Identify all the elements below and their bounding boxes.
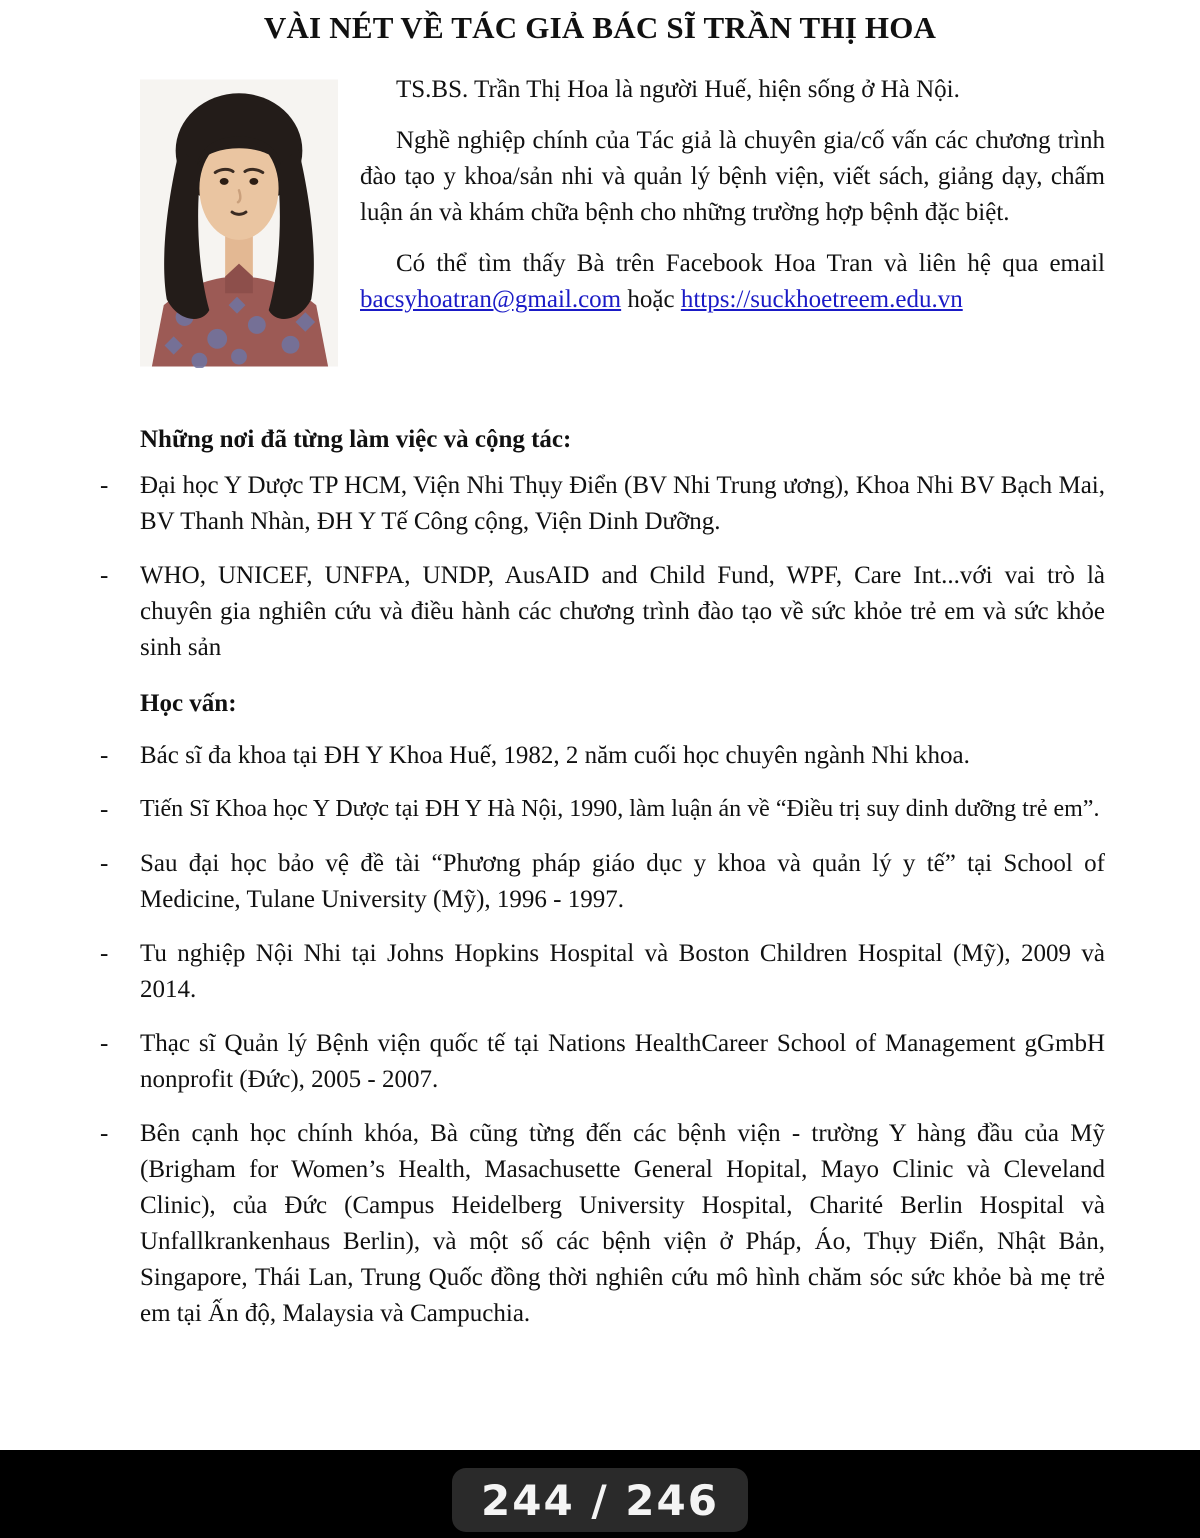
workplace-item-2: WHO, UNICEF, UNFPA, UNDP, AusAID and Child Fund, WPF, Care Int...với vai trò là chuyên gia nghiên cứu và điều hành các chương trình đào tạo về sức khỏe trẻ em và sức khỏe sinh sản <box>140 562 1105 661</box>
education-item-1: Bác sĩ đa khoa tại ĐH Y Khoa Huế, 1982, 2 năm cuối học chuyên ngành Nhi khoa. <box>140 742 970 769</box>
intro-paragraph-1: TS.BS. Trần Thị Hoa là người Huế, hiện sống ở Hà Nội. <box>396 76 960 103</box>
list-item <box>100 1026 1105 1098</box>
bullet-dash: - <box>100 940 109 967</box>
bullet-dash: - <box>100 1120 109 1147</box>
contact-text: Có thể tìm thấy Bà trên Facebook Hoa Tran và liên hệ qua email <box>396 250 1105 277</box>
education-item-6: Bên cạnh học chính khóa, Bà cũng từng đến các bệnh viện - trường Y hàng đầu của Mỹ (Brigham for Women’s Health, Masachusette General Hopital, Mayo Clinic và Cleveland Clinic), của Đức (Campus Heidelberg University Hospital, Charité Berlin Hospital và Unfallkrankenhaus Berlin), và một số các bệnh viện ở Pháp, Áo, Thụy Điển, Nhật Bản, Singapore, Thái Lan, Trung Quốc đồng thời nghiên cứu mô hình chăm sóc sức khỏe bà mẹ trẻ em tại Ấn độ, Malaysia và Campuchia. <box>140 1120 1105 1327</box>
viewer-bottom-bar <box>0 1450 1200 1538</box>
list-item <box>100 792 1105 828</box>
bullet-dash: - <box>100 850 109 877</box>
education-item-3: Sau đại học bảo vệ đề tài “Phương pháp giáo dục y khoa và quản lý y tế” tại School of Medicine, Tulane University (Mỹ), 1996 - 1997. <box>140 850 1105 913</box>
workplace-item-1: Đại học Y Dược TP HCM, Viện Nhi Thụy Điển (BV Nhi Trung ương), Khoa Nhi BV Bạch Mai, BV Thanh Nhàn, ĐH Y Tế Công cộng, Viện Dinh Dưỡng. <box>140 472 1105 535</box>
author-photo <box>140 78 338 368</box>
list-item <box>100 936 1105 1008</box>
education-item-2: Tiến Sĩ Khoa học Y Dược tại ĐH Y Hà Nội, 1990, làm luận án về “Điều trị suy dinh dưỡng trẻ em”. <box>140 796 1100 822</box>
author-portrait-illustration <box>140 78 338 368</box>
page-indicator: 244 / 246 <box>452 1468 748 1532</box>
education-item-5: Thạc sĩ Quản lý Bệnh viện quốc tế tại Nations HealthCareer School of Management gGmbH nonprofit (Đức), 2005 - 2007. <box>140 1030 1105 1093</box>
education-list <box>100 738 1105 1332</box>
list-item <box>100 1116 1105 1332</box>
workplaces-list <box>100 468 1105 666</box>
bullet-dash: - <box>100 472 109 499</box>
contact-text-middle: hoặc <box>627 286 675 313</box>
bullet-dash: - <box>100 1030 109 1057</box>
section-heading-workplaces: Những nơi đã từng làm việc và cộng tác: <box>140 426 572 453</box>
website-link[interactable]: https://suckhoetreem.edu.vn <box>680 286 963 313</box>
education-item-4: Tu nghiệp Nội Nhi tại Johns Hopkins Hospital và Boston Children Hospital (Mỹ), 2009 và 2014. <box>140 940 1105 1003</box>
bullet-dash: - <box>100 796 109 823</box>
bullet-dash: - <box>100 742 109 769</box>
list-item <box>100 558 1105 666</box>
section-heading-education: Học vấn: <box>140 690 237 717</box>
list-item <box>100 738 1105 774</box>
document-body <box>0 72 1200 1332</box>
list-item <box>100 846 1105 918</box>
intro-paragraph-2: Nghề nghiệp chính của Tác giả là chuyên gia/cố vấn các chương trình đào tạo y khoa/sản nhi và quản lý bệnh viện, viết sách, giảng dạy, chấm luận án và khám chữa bệnh cho những trường hợp bệnh đặc biệt. <box>360 127 1105 226</box>
author-intro <box>140 72 1105 374</box>
bullet-dash: - <box>100 562 109 589</box>
list-item <box>100 468 1105 540</box>
page-title: VÀI NÉT VỀ TÁC GIẢ BÁC SĨ TRẦN THỊ HOA <box>263 10 937 45</box>
email-link[interactable]: bacsyhoatran@gmail.com <box>360 286 622 313</box>
